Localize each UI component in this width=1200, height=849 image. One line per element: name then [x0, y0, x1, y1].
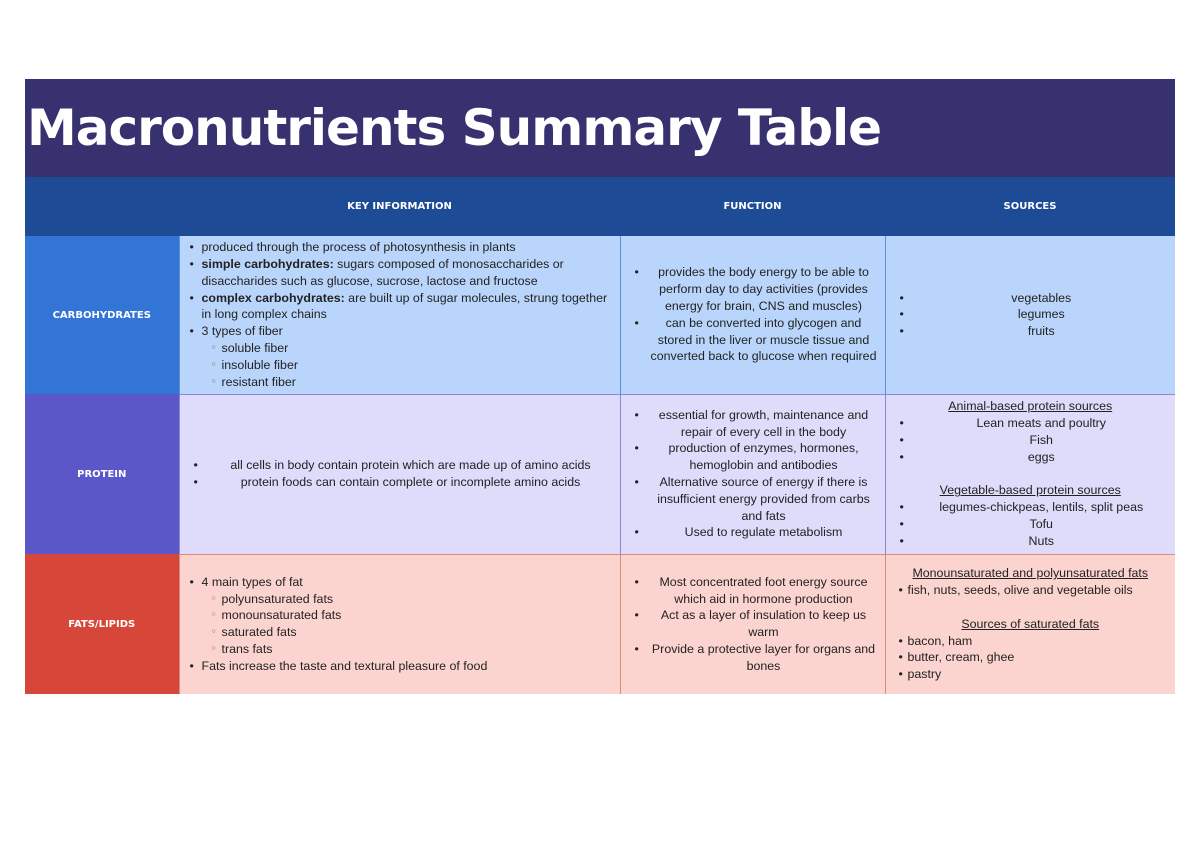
unsaturated-sources-list [886, 582, 1176, 599]
list-item: • butter, cream, ghee [886, 649, 1176, 666]
list-item: • Nuts [886, 533, 1176, 550]
list-item: ○ trans fats [180, 641, 620, 658]
list-item: • bacon, ham [886, 633, 1176, 650]
list-item: ○ insoluble fiber [180, 357, 620, 374]
definition: sugars composed of monosaccharides or disaccharides such as glucose, sucrose, lactose and fructose [201, 256, 564, 288]
list-item: • Most concentrated foot energy source which aid in hormone production [621, 574, 885, 608]
page-title: Macronutrients Summary Table [27, 99, 882, 157]
list-item: • essential for growth, maintenance and repair of every cell in the body [621, 407, 885, 441]
list-item: • can be converted into glycogen and stored in the liver or muscle tissue and converted back to glucose when required [621, 315, 885, 365]
carbohydrates-function-cell [620, 236, 885, 394]
list-item: • protein foods can contain complete or incomplete amino acids [180, 474, 620, 491]
row-label-fats-lipids: FATS/LIPIDS [25, 554, 179, 694]
list-item: • 4 main types of fat [180, 574, 620, 591]
list-item: • all cells in body contain protein which are made up of amino acids [180, 457, 620, 474]
fats-key-info-cell [179, 554, 620, 694]
vegetable-sources-heading: Vegetable-based protein sources [939, 483, 1121, 498]
header-function: FUNCTION [620, 177, 885, 236]
row-label-carbohydrates: CARBOHYDRATES [25, 236, 179, 394]
header-corner [25, 177, 179, 236]
carbohydrates-sources-list [886, 290, 1176, 340]
carbohydrates-key-info-cell [179, 236, 620, 394]
protein-function-cell [620, 394, 885, 554]
fats-function-cell [620, 554, 885, 694]
protein-sources-cell [885, 394, 1175, 554]
list-item: • Fish [886, 432, 1176, 449]
list-item: • legumes [886, 306, 1176, 323]
saturated-sources-list [886, 633, 1176, 683]
list-item: • Provide a protective layer for organs and bones [621, 641, 885, 675]
fats-sources [886, 565, 1176, 683]
list-item: • Tofu [886, 516, 1176, 533]
list-item: • Lean meats and poultry [886, 415, 1176, 432]
protein-function-list [621, 407, 885, 541]
protein-key-info-cell [179, 394, 620, 554]
spacer [886, 466, 1176, 483]
list-item: • fish, nuts, seeds, olive and vegetable oils [886, 582, 1176, 599]
list-item: ○ soluble fiber [180, 340, 620, 357]
protein-sources [886, 398, 1176, 549]
list-item [180, 256, 620, 290]
animal-sources-list [886, 415, 1176, 465]
list-item: ○ polyunsaturated fats [180, 591, 620, 608]
list-item: ○ resistant fiber [180, 374, 620, 391]
list-item: • production of enzymes, hormones, hemoglobin and antibodies [621, 440, 885, 474]
definition: are built up of sugar molecules, strung together in long complex chains [201, 290, 608, 322]
carbohydrates-function-list [621, 264, 885, 365]
list-item: • legumes-chickpeas, lentils, split peas [886, 499, 1176, 516]
header-key-information: KEY INFORMATION [179, 177, 620, 236]
list-item: • eggs [886, 449, 1176, 466]
summary-table [25, 177, 1175, 694]
carbohydrates-key-info-list [180, 239, 620, 390]
header-row [25, 177, 1175, 236]
list-item: • fruits [886, 323, 1176, 340]
list-item: ○ saturated fats [180, 624, 620, 641]
list-item: • Used to regulate metabolism [621, 524, 885, 541]
list-item: • provides the body energy to be able to perform day to day activities (provides energy for brain, CNS and muscles) [621, 264, 885, 314]
table-row [25, 554, 1175, 694]
table-row [25, 394, 1175, 554]
list-item [180, 290, 620, 324]
row-label-protein: PROTEIN [25, 394, 179, 554]
list-item: • vegetables [886, 290, 1176, 307]
carbohydrates-sources-cell [885, 236, 1175, 394]
vegetable-sources-list [886, 499, 1176, 549]
fats-key-info-list [180, 574, 620, 675]
list-item: • Act as a layer of insulation to keep us warm [621, 607, 885, 641]
summary-sheet [25, 79, 1175, 694]
list-item: • Fats increase the taste and textural pleasure of food [180, 658, 620, 675]
protein-key-info-list [180, 457, 620, 491]
spacer [886, 599, 1176, 616]
list-item: • Alternative source of energy if there is insufficient energy provided from carbs and fats [621, 474, 885, 524]
table-row [25, 236, 1175, 394]
unsaturated-sources-heading: Monounsaturated and polyunsaturated fats [912, 566, 1149, 581]
list-item: • produced through the process of photosynthesis in plants [180, 239, 620, 256]
title-bar [25, 79, 1175, 177]
list-item: • pastry [886, 666, 1176, 683]
saturated-sources-heading: Sources of saturated fats [961, 616, 1100, 631]
fats-function-list [621, 574, 885, 675]
term: simple carbohydrates: [201, 256, 334, 271]
list-item: • 3 types of fiber [180, 323, 620, 340]
animal-sources-heading: Animal-based protein sources [948, 399, 1113, 414]
list-item: ○ monounsaturated fats [180, 607, 620, 624]
header-sources: SOURCES [885, 177, 1175, 236]
term: complex carbohydrates: [201, 290, 345, 305]
fats-sources-cell [885, 554, 1175, 694]
